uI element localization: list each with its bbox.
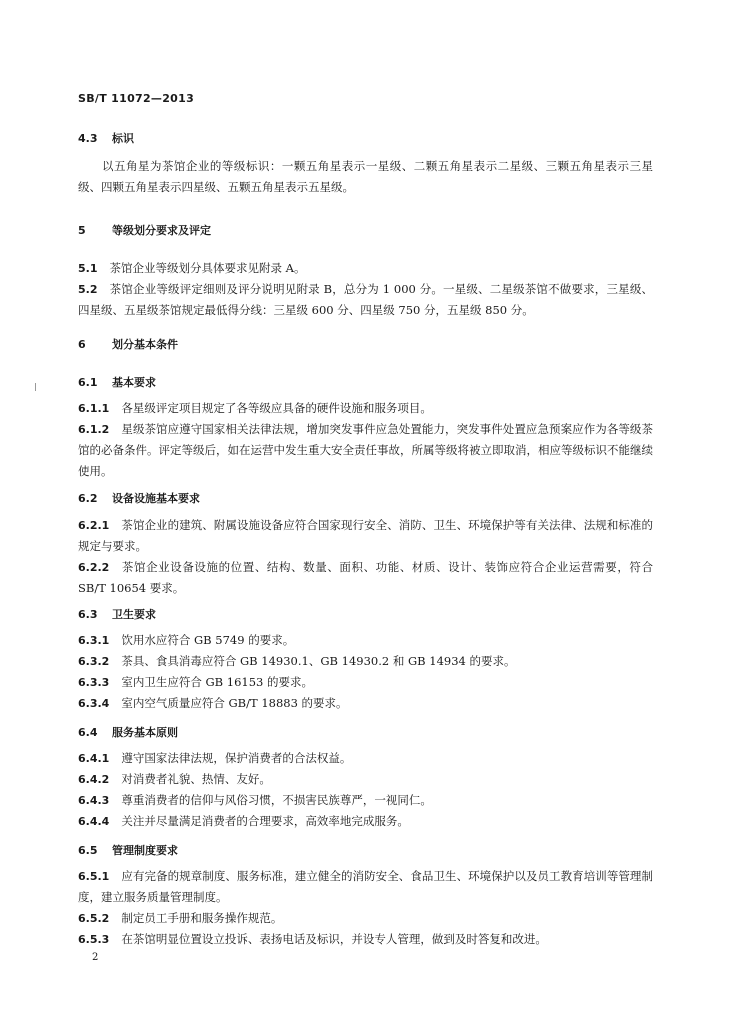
clause-6-2-1 bbox=[78, 515, 653, 557]
section-body-6-4 bbox=[78, 748, 653, 832]
clause-6-3-4 bbox=[78, 693, 653, 714]
clause-6-3-3 bbox=[78, 672, 653, 693]
clause-6-2-2 bbox=[78, 557, 653, 599]
clause-text: 关注并尽量满足消费者的合理要求，高效率地完成服务。 bbox=[121, 814, 409, 828]
clause-number: 5.2 bbox=[78, 283, 98, 296]
section-title: 等级划分要求及评定 bbox=[112, 224, 211, 237]
clause-text: 遵守国家法律法规，保护消费者的合法权益。 bbox=[121, 751, 352, 765]
clause-text: 饮用水应符合 GB 5749 的要求。 bbox=[121, 633, 295, 647]
clause-6-5-2 bbox=[78, 908, 653, 929]
clause-number: 6.4.3 bbox=[78, 794, 110, 807]
clause-text: 应有完备的规章制度、服务标准，建立健全的消防安全、食品卫生、环境保护以及员工教育培训等管理制度，建立服务质量管理制度。 bbox=[78, 869, 653, 904]
clause-number: 6.5.2 bbox=[78, 912, 110, 925]
clause-6-3-1 bbox=[78, 630, 653, 651]
clause-text: 星级茶馆应遵守国家相关法律法规，增加突发事件应急处置能力，突发事件处置应急预案应作为各等级茶馆的必备条件。评定等级后，如在运营中发生重大安全责任事故，所属等级将被立即取消，相应等级标识不能继续使用。 bbox=[78, 422, 653, 478]
document-code-header: SB/T 11072—2013 bbox=[78, 92, 195, 105]
clause-6-4-1 bbox=[78, 748, 653, 769]
section-number: 6.4 bbox=[78, 726, 98, 739]
section-number: 6.2 bbox=[78, 492, 98, 505]
clause-6-4-3 bbox=[78, 790, 653, 811]
clause-text: 制定员工手册和服务操作规范。 bbox=[121, 911, 283, 925]
clause-number: 5.1 bbox=[78, 262, 98, 275]
section-heading-6-1 bbox=[78, 374, 156, 390]
clause-text: 茶馆企业等级评定细则及评分说明见附录 B，总分为 1 000 分。一星级、二星级茶馆不做要求，三星级、四星级、五星级茶馆规定最低得分线：三星级 600 分、四星级 750 分，五星级 850 分。 bbox=[78, 282, 653, 317]
clause-text: 茶馆企业设备设施的位置、结构、数量、面积、功能、材质、设计、装饰应符合企业运营需要，符合 SB/T 10654 要求。 bbox=[78, 560, 653, 595]
clause-6-1-1 bbox=[78, 398, 653, 419]
section-body-6-2 bbox=[78, 515, 653, 599]
section-body-4-3 bbox=[78, 156, 653, 198]
clause-6-1-2 bbox=[78, 419, 653, 482]
section-body-6-5 bbox=[78, 866, 653, 950]
section-title: 服务基本原则 bbox=[112, 726, 178, 739]
clause-6-5-3 bbox=[78, 929, 653, 950]
clause-text: 在茶馆明显位置设立投诉、表扬电话及标识，并设专人管理，做到及时答复和改进。 bbox=[121, 932, 547, 946]
scan-mark bbox=[35, 383, 36, 391]
section-number: 6 bbox=[78, 338, 86, 351]
clause-text: 茶馆企业的建筑、附属设施设备应符合国家现行安全、消防、卫生、环境保护等有关法律、法规和标准的规定与要求。 bbox=[78, 518, 653, 553]
clause-5-1 bbox=[78, 258, 653, 279]
clause-text: 茶馆企业等级划分具体要求见附录 A。 bbox=[109, 261, 306, 275]
section-number: 4.3 bbox=[78, 132, 98, 145]
section-heading-4-3 bbox=[78, 130, 134, 146]
clause-number: 6.2.1 bbox=[78, 519, 110, 532]
clause-number: 6.3.3 bbox=[78, 676, 110, 689]
clause-number: 6.2.2 bbox=[78, 561, 110, 574]
section-number: 5 bbox=[78, 224, 86, 237]
section-heading-6 bbox=[78, 336, 178, 352]
clause-text: 茶具、食具消毒应符合 GB 14930.1、GB 14930.2 和 GB 14934 的要求。 bbox=[121, 654, 516, 668]
clause-number: 6.3.4 bbox=[78, 697, 110, 710]
clause-text: 对消费者礼貌、热情、友好。 bbox=[121, 772, 271, 786]
section-body-5 bbox=[78, 258, 653, 321]
clause-number: 6.3.1 bbox=[78, 634, 110, 647]
section-heading-5 bbox=[78, 222, 211, 238]
section-title: 管理制度要求 bbox=[112, 844, 178, 857]
clause-number: 6.4.4 bbox=[78, 815, 110, 828]
clause-text: 尊重消费者的信仰与风俗习惯，不损害民族尊严，一视同仁。 bbox=[121, 793, 432, 807]
clause-number: 6.4.2 bbox=[78, 773, 110, 786]
section-title: 基本要求 bbox=[112, 376, 156, 389]
clause-text: 各星级评定项目规定了各等级应具备的硬件设施和服务项目。 bbox=[121, 401, 432, 415]
section-heading-6-2 bbox=[78, 490, 200, 506]
section-title: 卫生要求 bbox=[112, 608, 156, 621]
section-heading-6-5 bbox=[78, 842, 178, 858]
section-title: 划分基本条件 bbox=[112, 338, 178, 351]
section-body-6-3 bbox=[78, 630, 653, 714]
section-number: 6.1 bbox=[78, 376, 98, 389]
clause-number: 6.3.2 bbox=[78, 655, 110, 668]
clause-number: 6.1.1 bbox=[78, 402, 110, 415]
clause-number: 6.1.2 bbox=[78, 423, 110, 436]
page-number: 2 bbox=[92, 952, 99, 963]
paragraph: 以五角星为茶馆企业的等级标识：一颗五角星表示一星级、二颗五角星表示二星级、三颗五角星表示三星级、四颗五角星表示四星级、五颗五角星表示五星级。 bbox=[78, 159, 653, 194]
clause-text: 室内空气质量应符合 GB/T 18883 的要求。 bbox=[121, 696, 348, 710]
clause-6-5-1 bbox=[78, 866, 653, 908]
clause-number: 6.5.1 bbox=[78, 870, 110, 883]
section-number: 6.3 bbox=[78, 608, 98, 621]
clause-number: 6.5.3 bbox=[78, 933, 110, 946]
section-number: 6.5 bbox=[78, 844, 98, 857]
clause-6-4-2 bbox=[78, 769, 653, 790]
clause-6-3-2 bbox=[78, 651, 653, 672]
section-title: 设备设施基本要求 bbox=[112, 492, 200, 505]
section-title: 标识 bbox=[112, 132, 134, 145]
clause-5-2 bbox=[78, 279, 653, 321]
section-body-6-1 bbox=[78, 398, 653, 482]
section-heading-6-4 bbox=[78, 724, 178, 740]
clause-6-4-4 bbox=[78, 811, 653, 832]
section-heading-6-3 bbox=[78, 606, 156, 622]
clause-text: 室内卫生应符合 GB 16153 的要求。 bbox=[121, 675, 314, 689]
clause-number: 6.4.1 bbox=[78, 752, 110, 765]
